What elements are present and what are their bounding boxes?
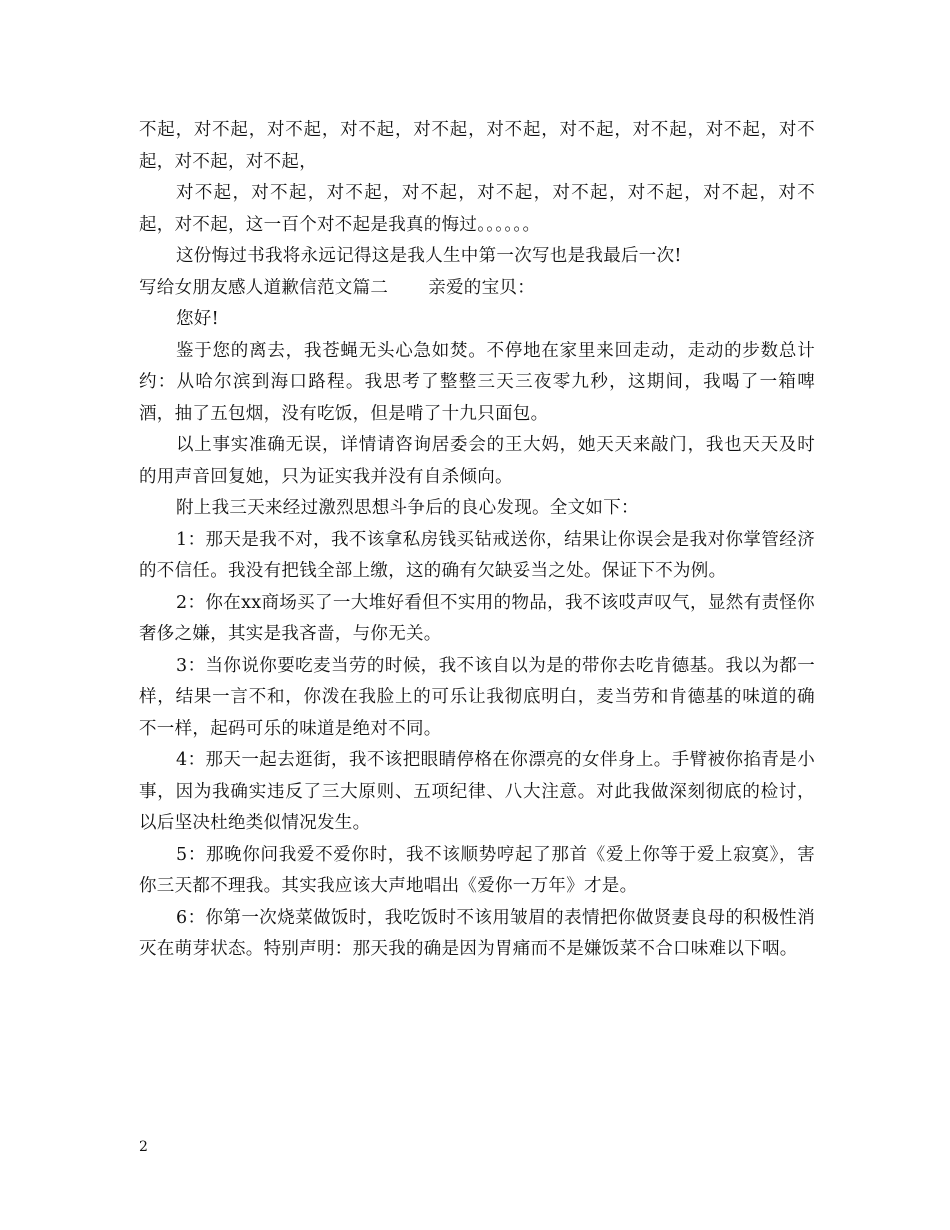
list-item-4: 4：那天一起去逛街，我不该把眼睛停格在你漂亮的女伴身上。手臂被你掐青是小事，因为我确实违反了三大原则、五项纪律、八大注意。对此我做深刻彻底的检讨，以后坚决杜绝类似情况发生。 — [139, 750, 815, 833]
paragraph-2: 对不起，对不起，对不起，对不起，对不起，对不起，对不起，对不起，对不起，对不起，这一百个对不起是我真的悔过。。。。。。 — [139, 183, 815, 235]
document-body — [139, 115, 815, 966]
list-item-5: 5：那晚你问我爱不爱你时，我不该顺势哼起了那首《爱上你等于爱上寂寞》，害你三天都不理我。其实我应该大声地唱出《爱你一万年》才是。 — [139, 844, 815, 896]
salutation: 亲爱的宝贝： — [428, 277, 536, 298]
paragraph-8: 附上我三天来经过激烈思想斗争后的良心发现。全文如下： — [176, 498, 639, 518]
list-item-3: 3：当你说你要吃麦当劳的时候，我不该自以为是的带你去吃肯德基。我以为都一样，结果一言不和，你泼在我脸上的可乐让我彻底明白，麦当劳和肯德基的味道的确不一样，起码可乐的味道是绝对不同。 — [139, 655, 815, 739]
section-heading-line — [139, 273, 815, 305]
section-heading: 写给女朋友感人道歉信范文篇二 — [139, 277, 389, 298]
greeting: 您好! — [176, 309, 219, 329]
paragraph-7: 以上事实准确无误，详情请咨询居委会的王大妈，她天天来敲门，我也天天及时的用声音回复她，只为证实我并没有自杀倾向。 — [139, 435, 815, 487]
paragraph-6: 鉴于您的离去，我苍蝇无头心急如焚。不停地在家里来回走动，走动的步数总计约：从哈尔滨到海口路程。我思考了整整三天三夜零九秒，这期间，我喝了一箱啤酒，抽了五包烟，没有吃饭，但是啃了十九只面包。 — [139, 340, 815, 424]
list-item-1: 1：那天是我不对，我不该拿私房钱买钻戒送你，结果让你误会是我对你掌管经济的不信任。我没有把钱全部上缴，这的确有欠缺妥当之处。保证下不为例。 — [139, 529, 815, 581]
list-item-2: 2：你在xx商场买了一大堆好看但不实用的物品，我不该哎声叹气，显然有责怪你奢侈之嫌，其实是我吝啬，与你无关。 — [139, 592, 815, 644]
paragraph-3: 这份悔过书我将永远记得这是我人生中第一次写也是我最后一次! — [176, 246, 682, 266]
page-number: 2 — [139, 1139, 148, 1155]
paragraph-1: 不起，对不起，对不起，对不起，对不起，对不起，对不起，对不起，对不起，对不起，对不起，对不起， — [139, 120, 815, 172]
list-item-6: 6：你第一次烧菜做饭时，我吃饭时不该用皱眉的表情把你做贤妻良母的积极性消灭在萌芽状态。特别声明：那天我的确是因为胃痛而不是嫌饭菜不合口味难以下咽。 — [139, 907, 815, 959]
